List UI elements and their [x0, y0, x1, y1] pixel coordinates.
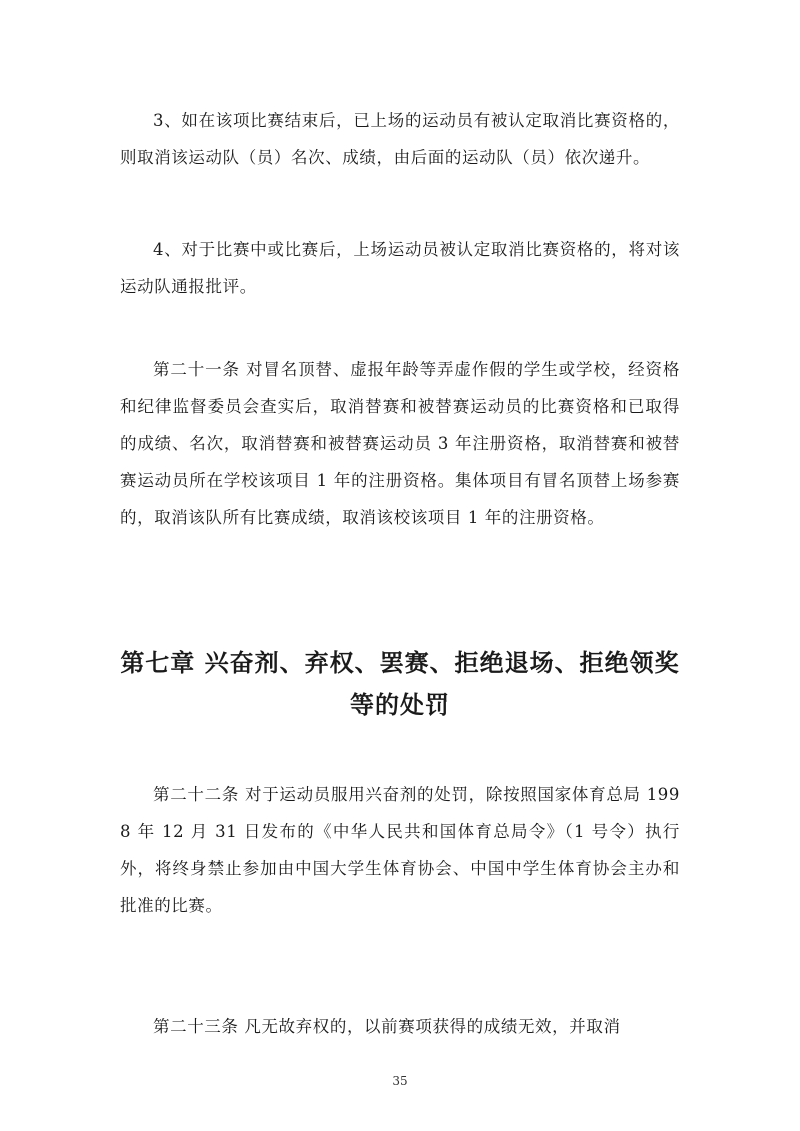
paragraph-article-21: 第二十一条 对冒名顶替、虚报年龄等弄虚作假的学生或学校，经资格和纪律监督委员会查实后，取消替赛和被替赛运动员的比赛资格和已取得的成绩、名次，取消替赛和被替赛运动员 3 年注册资格，取消替赛和被替赛运动员所在学校该项目 1 年的注册资格。集体项目有冒名顶替上场参赛的，取消该队所有比赛成绩，取消该校该项目 1 年的注册资格。: [120, 360, 680, 527]
page-number: 35: [392, 1074, 408, 1088]
chapter-title: 第七章 兴奋剂、弃权、罢赛、拒绝退场、拒绝领奖等的处罚: [120, 649, 680, 719]
paragraph-clause-4: 4、对于比赛中或比赛后，上场运动员被认定取消比赛资格的，将对该运动队通报批评。: [120, 240, 680, 296]
paragraph-clause-3: 3、如在该项比赛结束后，已上场的运动员有被认定取消比赛资格的，则取消该运动队（员）名次、成绩，由后面的运动队（员）依次递升。: [120, 111, 680, 167]
paragraph-article-22: 第二十二条 对于运动员服用兴奋剂的处罚，除按照国家体育总局 1998 年 12 月 31 日发布的《中华人民共和国体育总局令》（1 号令）执行外，将终身禁止参加由中国大学生体育协会、中国中学生体育协会主办和批准的比赛。: [120, 785, 680, 915]
paragraph-article-23: 第二十三条 凡无故弃权的，以前赛项获得的成绩无效，并取消: [153, 1017, 621, 1036]
